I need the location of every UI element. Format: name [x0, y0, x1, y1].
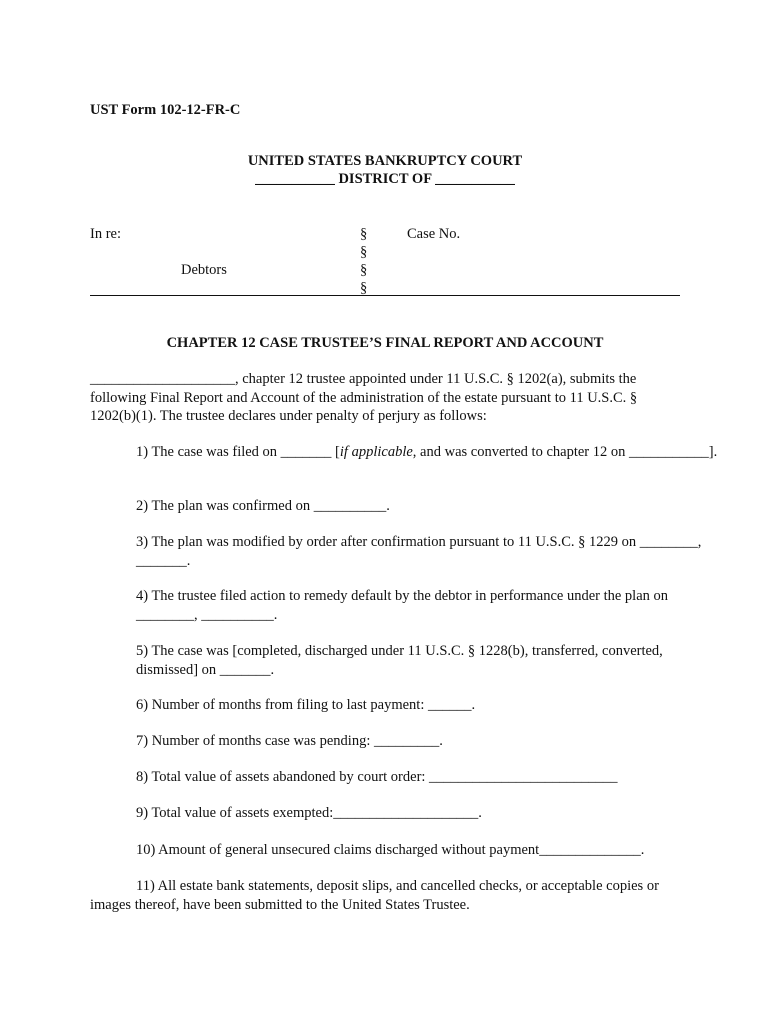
item-10: 10) Amount of general unsecured claims discharged without payment______________.	[136, 842, 645, 858]
item-3: 3) The plan was modified by order after confirmation pursuant to 11 U.S.C. § 1229 on ________, _______.	[136, 534, 702, 569]
item-1-italic: if applicable	[339, 444, 413, 460]
item-5: 5) The case was [completed, discharged under 11 U.S.C. § 1228(b), transferred, converted, dismissed] on _______.	[136, 643, 663, 678]
item-11: 11) All estate bank statements, deposit slips, and cancelled checks, or acceptable copies or images thereof, have been submitted to the United States Trustee.	[90, 878, 659, 913]
case-no-label: Case No.	[407, 226, 461, 242]
intro-paragraph: ____________________, chapter 12 trustee appointed under 11 U.S.C. § 1202(a), submits the following Final Report and Account of the administration of the estate pursuant to 11 U.S.C. § 1202(b)(1). The trustee declares under penalty of perjury as follows:	[90, 371, 638, 424]
debtors-label: Debtors	[181, 262, 227, 278]
item-2: 2) The plan was confirmed on __________.	[136, 498, 390, 514]
section-mark: §	[360, 262, 368, 278]
form-id: UST Form 102-12-FR-C	[90, 102, 241, 118]
in-re-label: In re:	[90, 226, 121, 242]
section-mark: §	[360, 244, 368, 260]
section-mark: §	[360, 226, 368, 242]
item-9: 9) Total value of assets exempted:____________________.	[136, 805, 482, 821]
section-mark: §	[360, 280, 368, 296]
item-1-text: 1) The case was filed on _______ [	[136, 444, 340, 460]
item-6: 6) Number of months from filing to last payment: ______.	[136, 697, 476, 713]
caption-divider	[90, 295, 680, 296]
item-7: 7) Number of months case was pending: _________.	[136, 733, 443, 749]
item-8: 8) Total value of assets abandoned by court order: __________________________	[136, 769, 618, 785]
report-title: CHAPTER 12 CASE TRUSTEE’S FINAL REPORT AND ACCOUNT	[166, 335, 604, 351]
item-1-text-end: , and was converted to chapter 12 on ___________].	[412, 444, 718, 460]
court-district: ___________ DISTRICT OF ___________	[255, 171, 515, 187]
item-4: 4) The trustee filed action to remedy default by the debtor in performance under the plan on ________, __________.	[136, 588, 669, 623]
court-name: UNITED STATES BANKRUPTCY COURT	[247, 153, 523, 169]
item-1	[90, 443, 726, 462]
